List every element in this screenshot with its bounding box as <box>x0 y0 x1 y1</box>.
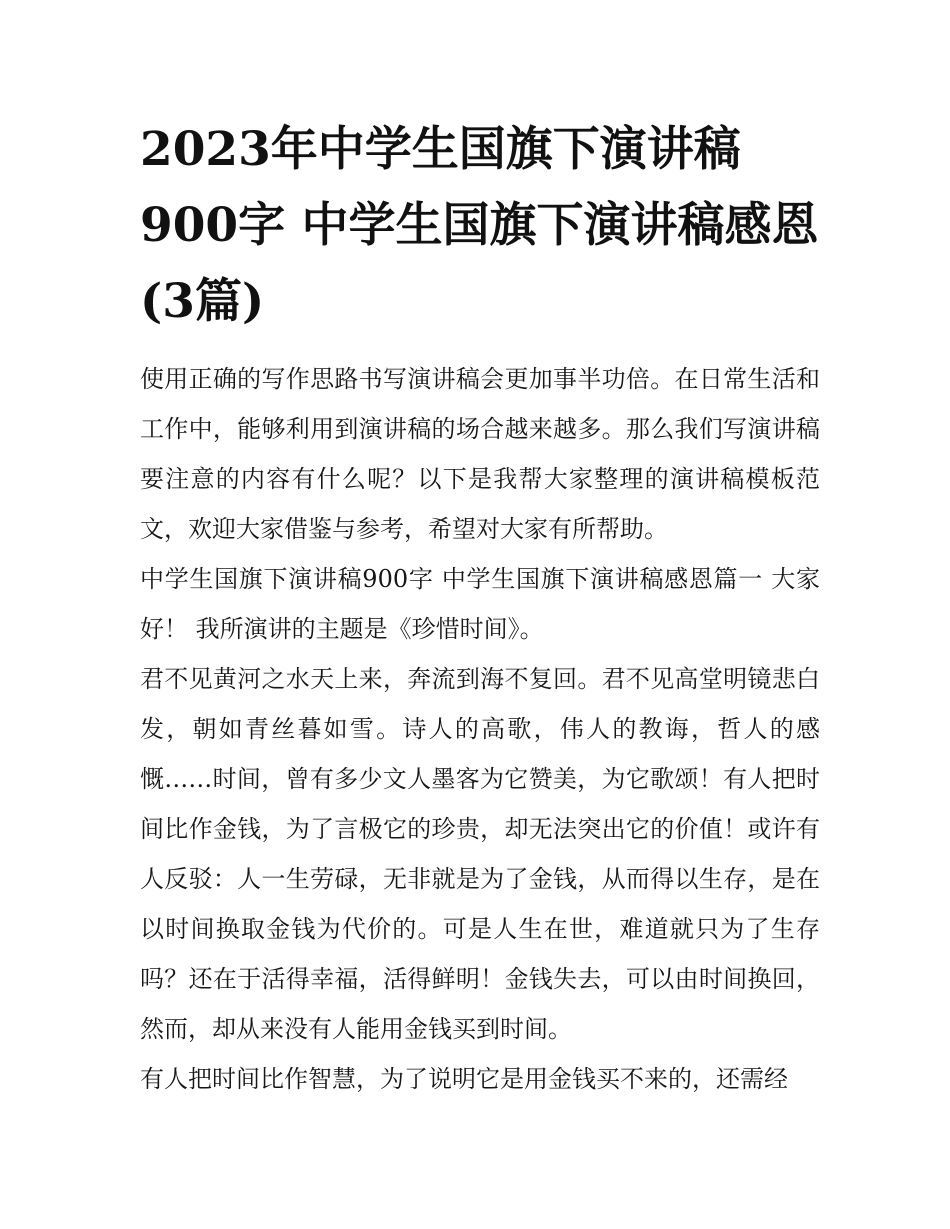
document-body <box>140 112 820 1104</box>
document-title: 2023年中学生国旗下演讲稿900字 中学生国旗下演讲稿感恩(3篇) <box>140 122 819 329</box>
paragraph-body-2: 有人把时间比作智慧，为了说明它是用金钱买不来的，还需经 <box>140 1065 788 1093</box>
paragraph-body-1: 君不见黄河之水天上来，奔流到海不复回。君不见高堂明镜悲白发，朝如青丝暮如雪。诗人的高歌，伟人的教诲，哲人的感慨……时间，曾有多少文人墨客为它赞美，为它歌颂！有人把时间比作金钱，为了言极它的珍贵，却无法突出它的价值！或许有人反驳：人一生劳碌，无非就是为了金钱，从而得以生存，是在以时间换取金钱为代价的。可是人生在世，难道就只为了生存吗？还在于活得幸福，活得鲜明！金钱失去，可以由时间换回，然而，却从来没有人能用金钱买到时间。 <box>140 665 820 1043</box>
paragraph-speech-heading: 中学生国旗下演讲稿900字 中学生国旗下演讲稿感恩篇一 大家好！ 我所演讲的主题是《珍惜时间》。 <box>140 565 820 643</box>
paragraph-intro: 使用正确的写作思路书写演讲稿会更加事半功倍。在日常生活和工作中，能够利用到演讲稿的场合越来越多。那么我们写演讲稿要注意的内容有什么呢？以下是我帮大家整理的演讲稿模板范文，欢迎大家借鉴与参考，希望对大家有所帮助。 <box>140 365 820 543</box>
